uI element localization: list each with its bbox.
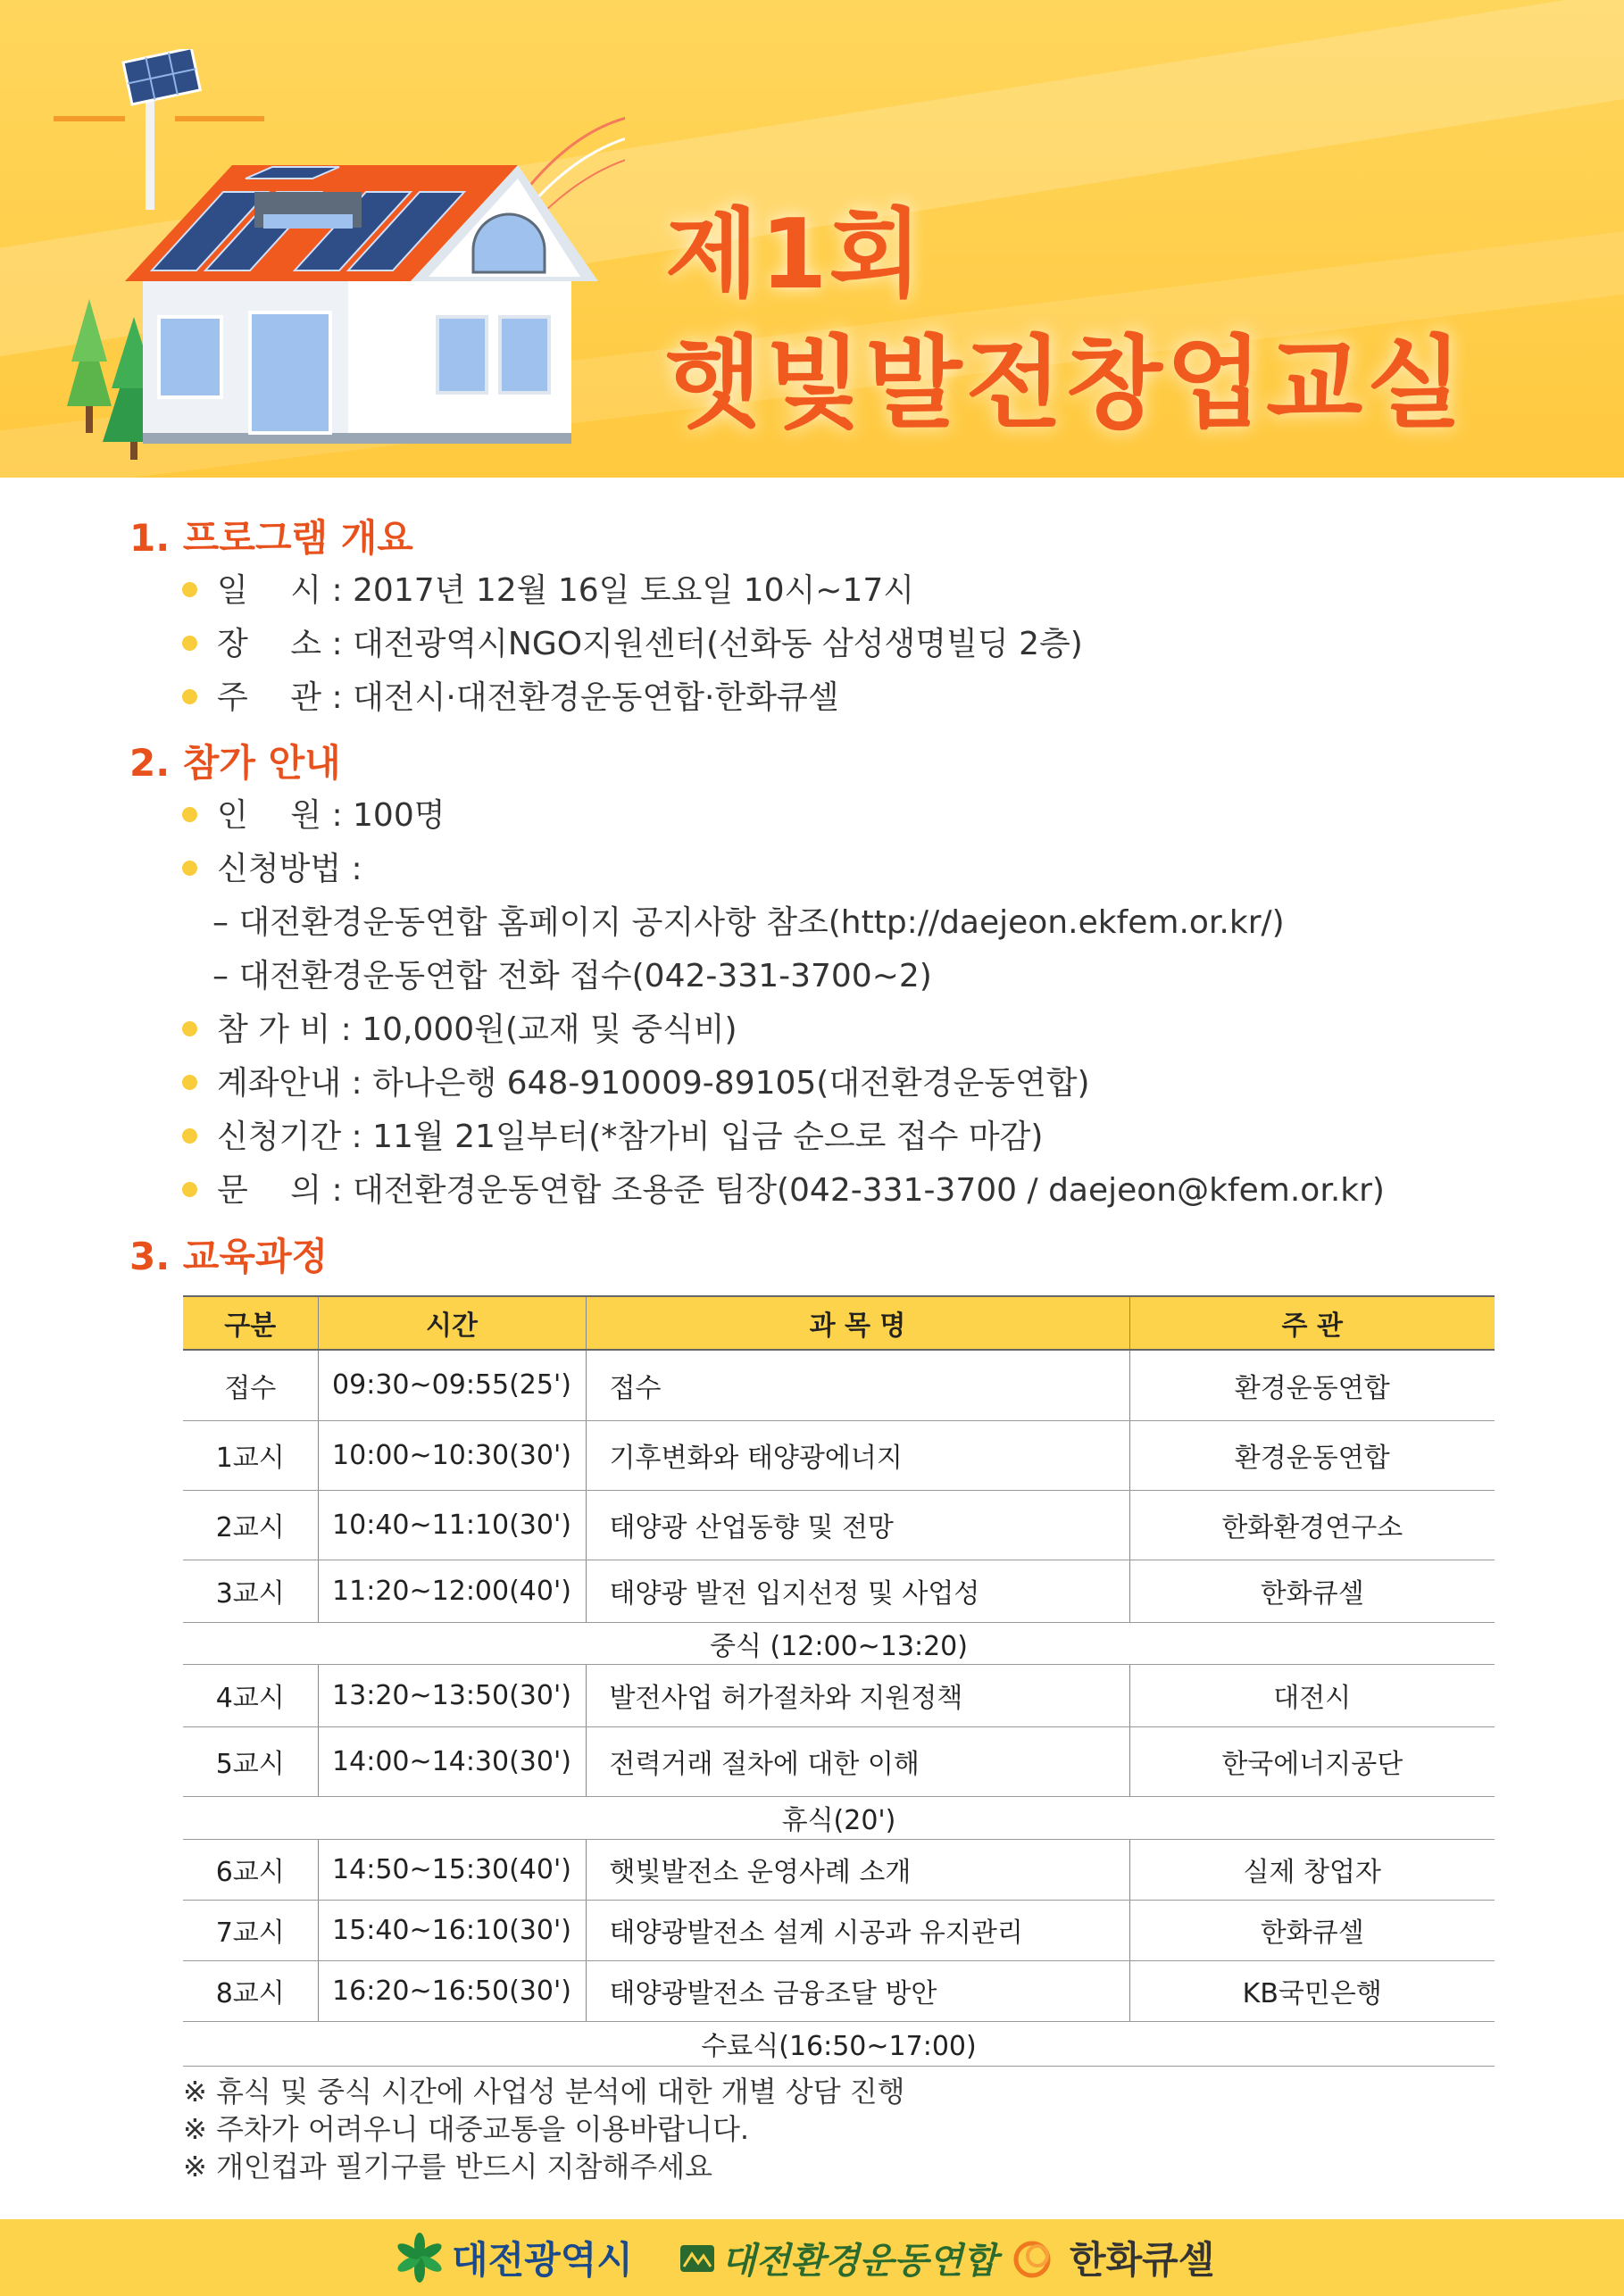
table-row <box>183 1726 1495 1796</box>
period-cell: 1교시 <box>183 1420 318 1490</box>
time-cell: 10:40~11:10(30') <box>318 1490 586 1560</box>
bullet-icon <box>182 582 197 597</box>
table-row <box>183 1664 1495 1726</box>
host-cell: 환경운동연합 <box>1129 1350 1495 1420</box>
bullet-icon <box>182 1128 197 1144</box>
section-heading-curriculum: 3. 교육과정 <box>129 1235 329 1278</box>
time-cell: 14:00~14:30(30') <box>318 1726 586 1796</box>
subject-cell: 발전사업 허가절차와 지원정책 <box>586 1664 1129 1726</box>
overview-organizer: 주 관 : 대전시·대전환경운동연합·한화큐셀 <box>182 672 839 718</box>
overview-venue: 장 소 : 대전광역시NGO지원센터(선화동 삼성생명빌딩 2층) <box>182 619 1083 664</box>
subject-cell: 태양광발전소 금융조달 방안 <box>586 1960 1129 2021</box>
host-cell: 한국에너지공단 <box>1129 1726 1495 1796</box>
footer-logos <box>0 2219 1624 2296</box>
bullet-icon <box>182 636 197 651</box>
host-cell: KB국민은행 <box>1129 1960 1495 2021</box>
time-cell: 10:00~10:30(30') <box>318 1420 586 1490</box>
participation-method: 신청방법 : <box>182 844 362 889</box>
subject-cell: 기후변화와 태양광에너지 <box>586 1420 1129 1490</box>
time-cell: 11:20~12:00(40') <box>318 1560 586 1622</box>
table-header-row <box>183 1296 1495 1350</box>
period-cell: 6교시 <box>183 1839 318 1900</box>
table-row <box>183 1420 1495 1490</box>
participation-contact: 문 의 : 대전환경운동연합 조용준 팀장(042-331-3700 / daejeon@kfem.or.kr) <box>182 1165 1385 1210</box>
host-cell: 한화큐셀 <box>1129 1560 1495 1622</box>
section-heading-overview: 1. 프로그램 개요 <box>129 516 413 560</box>
column-header: 과 목 명 <box>586 1296 1129 1350</box>
daejeon-emblem-icon <box>393 2232 446 2284</box>
column-header: 시간 <box>318 1296 586 1350</box>
participation-period: 신청기간 : 11월 21일부터(*참가비 입금 순으로 접수 마감) <box>182 1111 1043 1157</box>
bullet-icon <box>182 1182 197 1197</box>
graduation-cell: 수료식(16:50~17:00) <box>183 2021 1495 2066</box>
note-line: ※ 휴식 및 중식 시간에 사업성 분석에 대한 개별 상담 진행 <box>183 2075 905 2109</box>
host-cell: 한화큐셀 <box>1129 1900 1495 1960</box>
subject-cell: 햇빛발전소 운영사례 소개 <box>586 1839 1129 1900</box>
period-cell: 접수 <box>183 1350 318 1420</box>
table-row <box>183 1560 1495 1622</box>
break-row <box>183 1796 1495 1839</box>
time-cell: 09:30~09:55(25') <box>318 1350 586 1420</box>
lunch-break-cell: 중식 (12:00~13:20) <box>183 1622 1495 1664</box>
table-row <box>183 1960 1495 2021</box>
rest-break-cell: 휴식(20') <box>183 1796 1495 1839</box>
column-header: 주 관 <box>1129 1296 1495 1350</box>
overview-datetime: 일 시 : 2017년 12월 16일 토요일 10시~17시 <box>182 565 914 611</box>
subject-cell: 접수 <box>586 1350 1129 1420</box>
host-cell: 환경운동연합 <box>1129 1420 1495 1490</box>
host-cell: 실제 창업자 <box>1129 1839 1495 1900</box>
break-row <box>183 1622 1495 1664</box>
time-cell: 14:50~15:30(40') <box>318 1839 586 1900</box>
hanwha-circles-icon <box>1009 2234 1061 2281</box>
participation-fee: 참 가 비 : 10,000원(교재 및 중식비) <box>182 1004 737 1050</box>
period-cell: 5교시 <box>183 1726 318 1796</box>
break-row <box>183 2021 1495 2066</box>
solar-house-illustration <box>54 49 625 460</box>
method-phone: – 대전환경운동연합 전화 접수(042-331-3700~2) <box>212 958 932 994</box>
subject-cell: 태양광발전소 설계 시공과 유지관리 <box>586 1900 1129 1960</box>
period-cell: 2교시 <box>183 1490 318 1560</box>
method-homepage: – 대전환경운동연합 홈페이지 공지사항 참조(http://daejeon.ekfem.or.kr/) <box>212 904 1285 941</box>
table-row <box>183 1900 1495 1960</box>
period-cell: 7교시 <box>183 1900 318 1960</box>
section-heading-participation: 2. 참가 안내 <box>129 741 341 785</box>
time-cell: 15:40~16:10(30') <box>318 1900 586 1960</box>
table-row <box>183 1350 1495 1420</box>
period-cell: 4교시 <box>183 1664 318 1726</box>
subject-cell: 태양광 산업동향 및 전망 <box>586 1490 1129 1560</box>
subject-cell: 전력거래 절차에 대한 이해 <box>586 1726 1129 1796</box>
table-row <box>183 1839 1495 1900</box>
subject-cell: 태양광 발전 입지선정 및 사업성 <box>586 1560 1129 1622</box>
kfem-daejeon-logo: 대전환경운동연합 <box>679 2232 997 2284</box>
period-cell: 8교시 <box>183 1960 318 2021</box>
bullet-icon <box>182 1021 197 1036</box>
hanwha-qcells-logo: 한화큐셀 <box>1009 2232 1214 2284</box>
table-row <box>183 1490 1495 1560</box>
kfem-mountain-icon <box>679 2240 716 2275</box>
column-header: 구분 <box>183 1296 318 1350</box>
host-cell: 한화환경연구소 <box>1129 1490 1495 1560</box>
event-edition-title: 제1회 <box>665 199 924 311</box>
bullet-icon <box>182 861 197 876</box>
period-cell: 3교시 <box>183 1560 318 1622</box>
header-banner <box>0 0 1624 478</box>
bullet-icon <box>182 689 197 704</box>
note-line: ※ 주차가 어려우니 대중교통을 이용바랍니다. <box>183 2112 750 2146</box>
bullet-icon <box>182 1075 197 1090</box>
note-line: ※ 개인컵과 필기구를 반드시 지참해주세요 <box>183 2150 713 2184</box>
curriculum-table <box>183 1295 1495 2067</box>
lamp-arm-icon <box>54 116 125 121</box>
notes-block <box>183 2073 905 2185</box>
event-main-title: 햇빛발전창업교실 <box>665 326 1467 442</box>
time-cell: 13:20~13:50(30') <box>318 1664 586 1726</box>
participation-people: 인 원 : 100명 <box>182 790 446 836</box>
bullet-icon <box>182 807 197 822</box>
daejeon-city-logo: 대전광역시 <box>393 2232 633 2284</box>
host-cell: 대전시 <box>1129 1664 1495 1726</box>
time-cell: 16:20~16:50(30') <box>318 1960 586 2021</box>
participation-account: 계좌안내 : 하나은행 648-910009-89105(대전환경운동연합) <box>182 1058 1090 1103</box>
